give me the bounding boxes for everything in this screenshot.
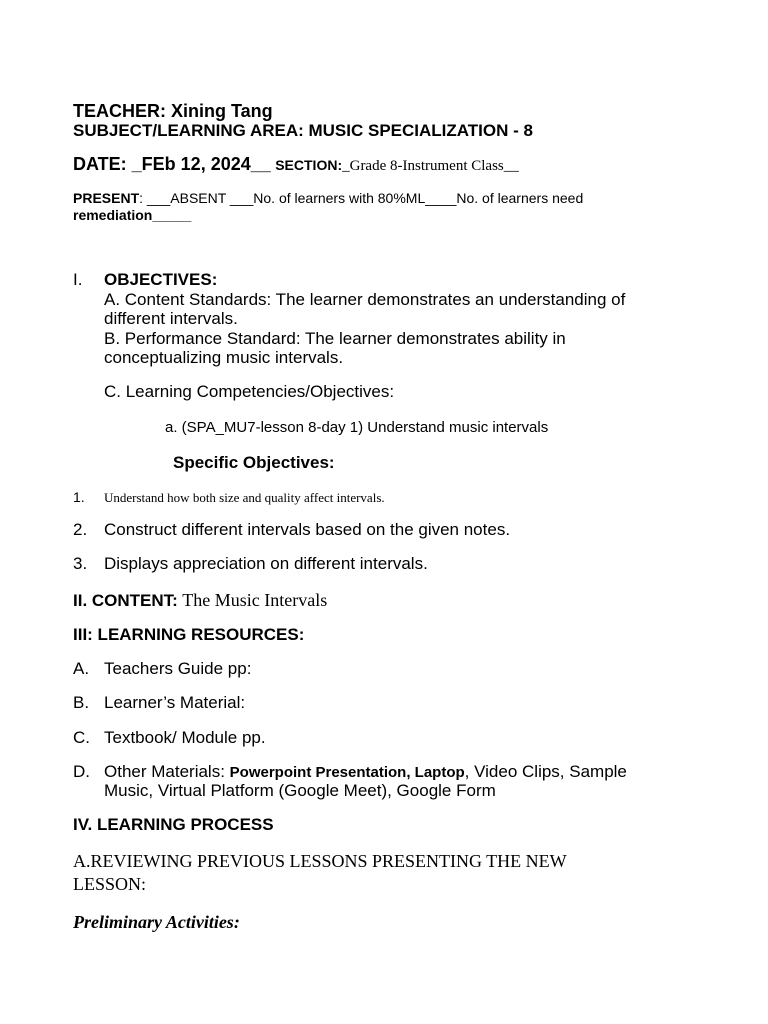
resource-text: Learner’s Material: [104,693,246,712]
specific-item-text: Construct different intervals based on the given notes. [104,520,511,539]
competencies-line: C. Learning Competencies/Objectives: [104,382,395,401]
specific-objectives-heading: Specific Objectives: [173,453,335,472]
resource-letter: A. [73,659,90,678]
resource-letter: B. [73,693,90,712]
content-label: II. CONTENT: [73,591,178,610]
date-section-line [73,154,519,175]
content-standard-line1: A. Content Standards: The learner demonstrates an understanding of [104,290,626,309]
resource-text: Teachers Guide pp: [104,659,252,678]
objectives-numeral: I. [73,270,83,289]
section-label: SECTION: [275,157,343,173]
section-value: _Grade 8-Instrument Class__ [342,158,519,174]
performance-standard-line2: conceptualizing music intervals. [104,348,344,367]
specific-item-num: 3. [73,554,88,573]
subject-line: SUBJECT/LEARNING AREA: MUSIC SPECIALIZATION - 8 [73,121,533,140]
content-standard-line2: different intervals. [104,309,238,328]
remediation-line: remediation_____ [73,207,192,223]
other-materials-line1 [104,762,627,782]
resource-letter: D. [73,762,90,781]
other-materials-line2: Music, Virtual Platform (Google Meet), Google Form [104,781,496,800]
competency-a: a. (SPA_MU7-lesson 8-day 1) Understand music intervals [165,419,549,436]
attendance-line [73,190,583,206]
resources-heading: III: LEARNING RESOURCES: [73,625,305,644]
specific-item-text: Understand how both size and quality affect intervals. [104,490,385,505]
resource-letter: C. [73,728,90,747]
objectives-heading: OBJECTIVES: [104,270,218,289]
content-line [73,590,327,611]
other-materials-bold: Powerpoint Presentation, Laptop [229,764,465,781]
process-heading: IV. LEARNING PROCESS [73,815,274,834]
other-materials-label: Other Materials: [104,762,230,781]
teacher-line: TEACHER: Xining Tang [73,101,273,121]
present-colon: : ___ABSENT ___No. of learners with 80%ML____No. of learners need [139,190,584,206]
specific-item-num: 2. [73,520,88,539]
specific-item-text: Displays appreciation on different intervals. [104,554,428,573]
resource-text: Textbook/ Module pp. [104,728,266,747]
content-value: The Music Intervals [182,590,328,610]
other-materials-rest: , Video Clips, Sample [464,762,627,781]
preliminary-activities: Preliminary Activities: [73,912,240,932]
review-line2: LESSON: [73,874,147,894]
review-line1: A.REVIEWING PREVIOUS LESSONS PRESENTING THE NEW [73,851,567,871]
date-label: DATE: _FEb 12, 2024__ [73,154,271,174]
performance-standard-line1: B. Performance Standard: The learner demonstrates ability in [104,329,566,348]
specific-item-num: 1. [73,489,85,505]
present-label: PRESENT [73,190,140,206]
